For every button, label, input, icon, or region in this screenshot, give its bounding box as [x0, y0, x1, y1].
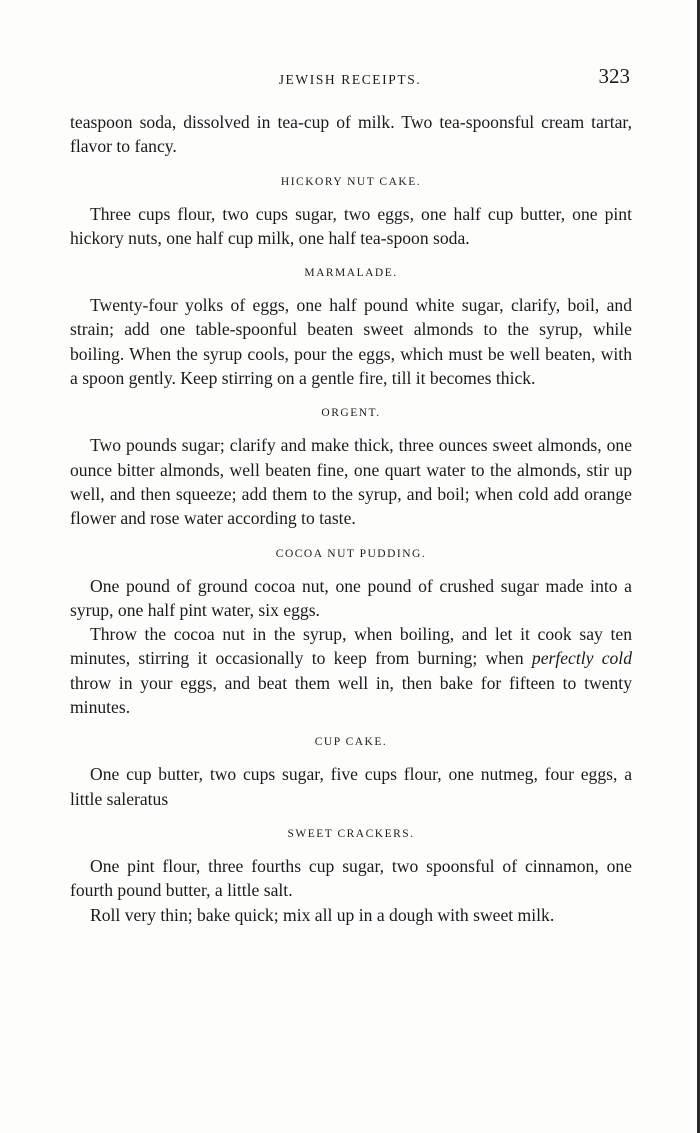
emphasized-text: perfectly cold	[531, 648, 632, 669]
running-head	[0, 64, 700, 94]
recipe-title-marmalade: MARMALADE.	[304, 267, 398, 280]
recipe-title-orgent: ORGENT.	[321, 407, 381, 420]
recipe-title-cup-cake: CUP CAKE.	[314, 736, 388, 749]
recipe-paragraph: Three cups flour, two cups sugar, two eggs, one half cup butter, one pint hickory nuts, one half cup milk, one half tea-spoon soda.	[70, 203, 632, 248]
recipe-paragraph: One pound of ground cocoa nut, one pound of crushed sugar made into a syrup, one half pint water, six eggs.	[70, 575, 632, 620]
continued-paragraph: teaspoon soda, dissolved in tea-cup of milk. Two tea-spoonsful cream tartar, flavor to fancy.	[70, 112, 632, 157]
recipe-paragraph: Two pounds sugar; clarify and make thick, three ounces sweet almonds, one ounce bitter almonds, well beaten fine, one quart water to the almonds, stir up well, and then squeeze; add them to the syrup, and boil; when cold add orange flower and rose water according to taste.	[70, 435, 632, 529]
recipe-paragraph: Roll very thin; bake quick; mix all up in a dough with sweet milk.	[90, 904, 555, 925]
recipe-title-cocoa-nut-pudding: COCOA NUT PUDDING.	[275, 547, 427, 560]
text-after-emphasis: throw in your eggs, and beat them well in, then bake for fifteen to twenty minutes.	[70, 672, 632, 718]
recipe-paragraph: One cup butter, two cups sugar, five cups flour, one nutmeg, four eggs, a little saleratus	[70, 764, 632, 809]
recipe-paragraph: Twenty-four yolks of eggs, one half pound white sugar, clarify, boil, and strain; add one table-spoonful beaten sweet almonds to the syrup, while boiling. When the syrup cools, pour the eggs, which must be well beaten, with a spoon gently. Keep stirring on a gentle fire, till it becomes thick.	[70, 295, 632, 389]
recipe-title-sweet-crackers: SWEET CRACKERS.	[287, 827, 415, 840]
text-before-emphasis: Throw the cocoa nut in the syrup, when boiling, and let it cook say ten minutes, stirring it occasionally to keep from burning; when	[70, 624, 632, 669]
page-number: 323	[598, 64, 630, 88]
running-title: JEWISH RECEIPTS.	[278, 72, 422, 87]
recipe-title-hickory-nut-cake: HICKORY NUT CAKE.	[280, 175, 422, 188]
page-content	[70, 110, 632, 927]
recipe-paragraph: One pint flour, three fourths cup sugar, two spoonsful of cinnamon, one fourth pound butter, a little salt.	[70, 855, 632, 901]
recipe-paragraph-with-emphasis	[70, 622, 632, 719]
